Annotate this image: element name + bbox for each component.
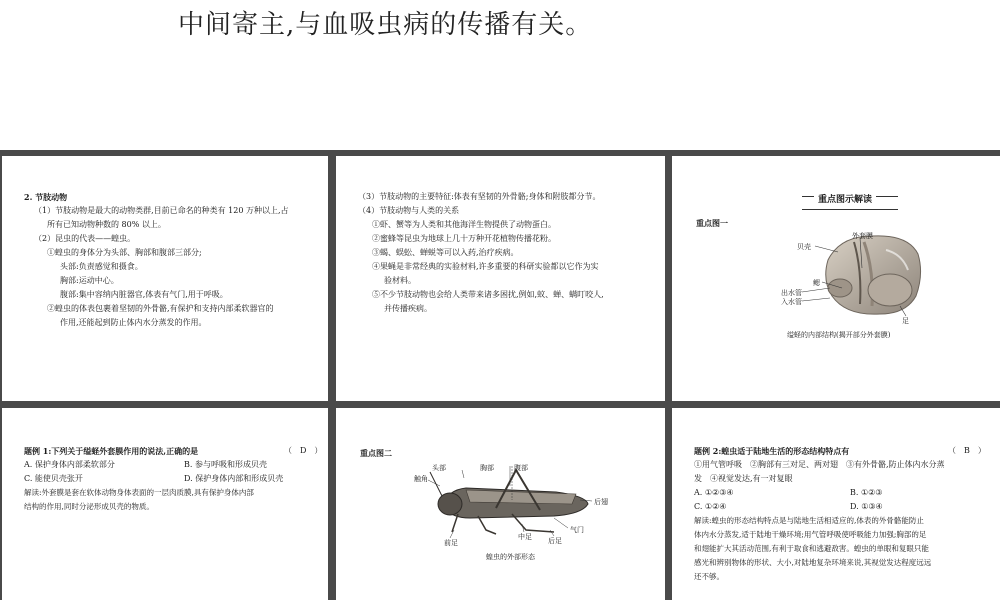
option-a[interactable]: A. ①②③④ — [694, 488, 734, 497]
key-figure-heading: 重点图示解读 — [814, 192, 876, 205]
page-title: 中间寄主,与血吸虫病的传播有关。 — [178, 10, 593, 40]
explanation-line: 和翅能扩大其活动范围,有利于取食和逃避敌害。蝗虫的单眼和复眼只能 — [694, 544, 929, 553]
label-gill: 鳃 — [813, 279, 820, 287]
text-line: 验材料。 — [384, 276, 416, 285]
figure-two-title: 重点图二 — [360, 448, 392, 458]
explanation-line: 感光和辨别物体的形状、大小,对陆地复杂环境来说,其视觉发达程度远远 — [694, 558, 932, 567]
label-mantle: 外套膜 — [852, 232, 873, 240]
leader-lines — [336, 408, 665, 600]
slide-arthropods[interactable] — [2, 156, 328, 401]
explanation-line: 解读:蝗虫的形态结构特点是与陆地生活相适应的,体表的外骨骼能防止 — [694, 516, 924, 525]
answer-bracket: （ D ） — [284, 446, 323, 455]
text-line: ①虾、蟹等为人类和其他海洋生物提供了动物蛋白。 — [372, 220, 556, 229]
question-stem-line: ①用气管呼吸 ②胸部有三对足、两对翅 ③有外骨骼,防止体内水分蒸 — [694, 460, 945, 469]
text-line: （3）节肢动物的主要特征:体表有坚韧的外骨骼;身体和附肢都分节。 — [358, 192, 601, 201]
option-c[interactable]: C. ①②④ — [694, 502, 727, 511]
explanation-line: 还不够。 — [694, 572, 724, 581]
slide-arthropod-features[interactable] — [336, 156, 665, 401]
text-line: 作用,还能起到防止体内水分蒸发的作用。 — [60, 318, 207, 327]
explanation-line: 体内水分蒸发,适于陆地干燥环境;用气管呼吸使呼吸能力加强;胸部的足 — [694, 530, 927, 539]
text-line: ②蝗虫的体表包裹着坚韧的外骨骼,有保护和支持内部柔软器官的 — [47, 304, 274, 313]
label-shell: 贝壳 — [797, 243, 811, 251]
question-text: 题例 2:蝗虫适于陆地生活的形态结构特点有 — [694, 446, 850, 456]
option-b[interactable]: B. 参与呼吸和形成贝壳 — [184, 460, 267, 469]
label-middle-leg: 中足 — [518, 533, 532, 541]
label-hindwing: 后翅 — [594, 498, 608, 506]
text-line: ③蝎、蜈蚣、蝉蜕等可以入药,治疗疾病。 — [372, 248, 519, 257]
label-spiracle: 气门 — [570, 526, 584, 534]
label-foreleg: 前足 — [444, 539, 458, 547]
label-excurrent-siphon: 出水管 — [781, 289, 802, 297]
text-line: 所有已知动物种数的 80% 以上。 — [47, 220, 166, 229]
figure-one-caption: 缢蛏的内部结构(揭开部分外套膜) — [787, 331, 891, 339]
slide-key-figure-one[interactable] — [672, 156, 1000, 401]
slide-example-two[interactable] — [672, 408, 1000, 600]
text-line: ①蝗虫的身体分为头部、胸部和腹部三部分; — [47, 248, 202, 257]
section-heading: 2. 节肢动物 — [24, 192, 68, 202]
figure-two-caption: 蝗虫的外部形态 — [486, 553, 535, 561]
question-stem — [694, 444, 849, 459]
answer-bracket: （ B ） — [948, 446, 986, 455]
leader-lines — [672, 156, 1000, 401]
label-thorax: 胸部 — [480, 464, 494, 472]
option-d[interactable]: D. ①③④ — [850, 502, 883, 511]
label-incurrent-siphon: 入水管 — [781, 298, 802, 306]
text-line: ②蜜蜂等昆虫为地球上几十万种开花植物传播花粉。 — [372, 234, 556, 243]
text-line: ④果蝇是非常经典的实验材料,许多重要的科研实验都以它作为实 — [372, 262, 599, 271]
option-c[interactable]: C. 能使贝壳张开 — [24, 474, 83, 483]
text-line: （1）节肢动物是最大的动物类群,目前已命名的种类有 120 万种以上,占 — [34, 206, 289, 215]
figure-one-title: 重点图一 — [696, 218, 728, 228]
question-stem — [24, 444, 198, 459]
label-head: 头部 — [432, 464, 446, 472]
text-line: （4）节肢动物与人类的关系 — [358, 206, 460, 215]
slide-key-figure-two[interactable] — [336, 408, 665, 600]
text-line: ⑤不少节肢动物也会给人类带来诸多困扰,例如,蚊、蝉、螨叮咬人, — [372, 290, 604, 299]
text-line: 腹部:集中容纳内脏器官,体表有气门,用于呼吸。 — [60, 290, 228, 299]
option-a[interactable]: A. 保护身体内部柔软部分 — [24, 460, 115, 469]
label-antenna: 触角 — [414, 475, 428, 483]
label-foot: 足 — [902, 317, 909, 325]
question-stem-line: 发 ④视觉发达,有一对复眼 — [694, 474, 793, 483]
text-line: （2）昆虫的代表——蝗虫。 — [34, 234, 136, 243]
question-text: 题例 1:下列关于缢蛏外套膜作用的说法,正确的是 — [24, 446, 199, 456]
explanation-line: 解读:外套膜是套在软体动物身体表面的一层肉质膜,具有保护身体内部 — [24, 488, 254, 497]
slide-example-one[interactable] — [2, 408, 328, 600]
label-abdomen: 腹部 — [514, 464, 528, 472]
label-hind-leg: 后足 — [548, 537, 562, 545]
option-b[interactable]: B. ①②③ — [850, 488, 883, 497]
text-line: 胸部:运动中心。 — [60, 276, 119, 285]
option-d[interactable]: D. 保护身体内部和形成贝壳 — [184, 474, 284, 483]
text-line: 并传播疾病。 — [384, 304, 432, 313]
explanation-line: 结构的作用,同时分泌形成贝壳的物质。 — [24, 502, 154, 511]
text-line: 头部:负责感觉和摄食。 — [60, 262, 143, 271]
